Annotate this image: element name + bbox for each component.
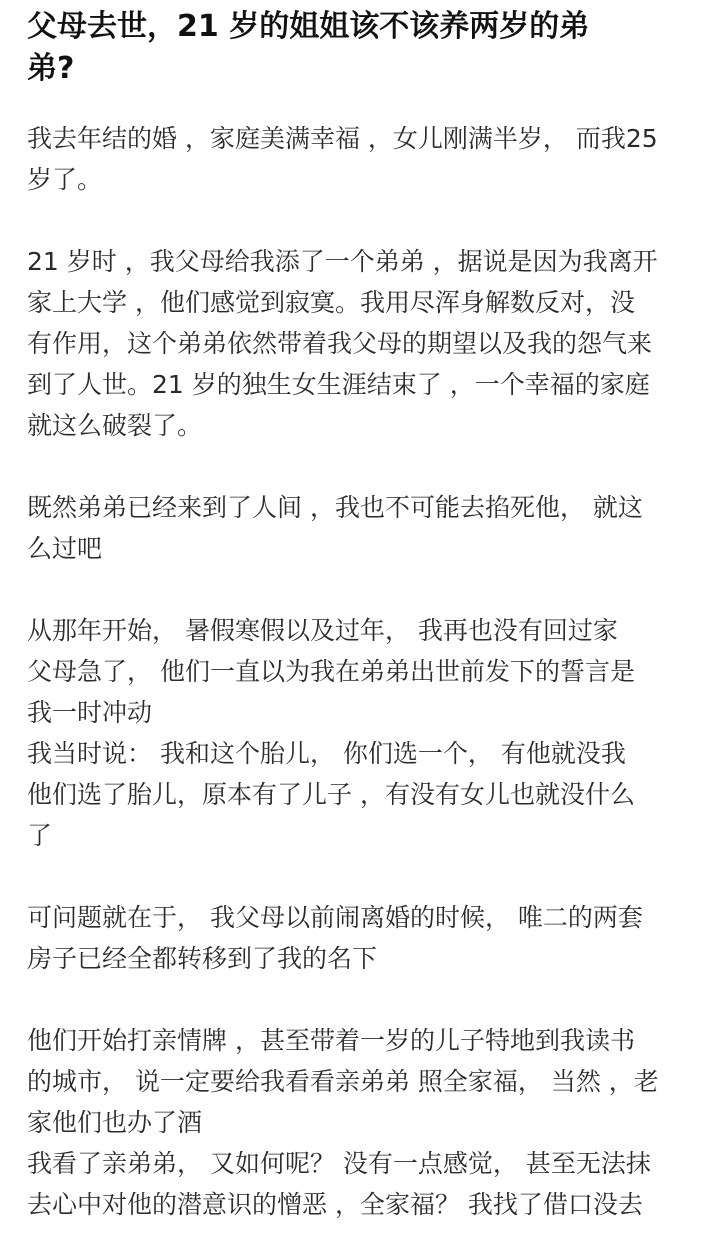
text-line: 21 岁时 ，我父母给我添了一个弟弟 ，据说是因为我离开 (27, 247, 658, 276)
title-line: 弟? (27, 51, 75, 86)
paragraph-2 (27, 241, 703, 446)
paragraph-1 (27, 118, 703, 200)
text-line: 我去年结的婚 ，家庭美满幸福 ，女儿刚满半岁， 而我25 (27, 124, 658, 153)
text-line: 我当时说： 我和这个胎儿， 你们选一个， 有他就没我 (27, 739, 626, 768)
text-line: 可问题就在于， 我父母以前闹离婚的时候， 唯二的两套 (27, 903, 643, 932)
text-line: 我一时冲动 (27, 698, 153, 727)
paragraph-3 (27, 487, 703, 569)
paragraph-4 (27, 610, 703, 856)
title-line: 父母去世，21 岁的姐姐该不该养两岁的弟 (27, 9, 590, 44)
text-line: 了 (27, 821, 53, 850)
text-line: 父母急了， 他们一直以为我在弟弟出世前发下的誓言是 (27, 657, 635, 686)
text-line: 的城市， 说一定要给我看看亲弟弟 照全家福， 当然 ，老 (27, 1067, 659, 1096)
text-line: 房子已经全都转移到了我的名下 (27, 944, 378, 973)
article-body (27, 118, 703, 1233)
text-line: 有作用，这个弟弟依然带着我父母的期望以及我的怨气来 (27, 329, 653, 358)
text-line: 家他们也办了酒 (27, 1108, 203, 1137)
text-line: 他们选了胎儿，原本有了儿子 ，有没有女儿也就没什么 (27, 780, 635, 809)
text-line: 既然弟弟已经来到了人间 ，我也不可能去掐死他， 就这 (27, 493, 643, 522)
text-line: 他们开始打亲情牌 ，甚至带着一岁的儿子特地到我读书 (27, 1026, 635, 1055)
article-title (27, 6, 699, 90)
paragraph-5 (27, 897, 703, 979)
text-line: 从那年开始， 暑假寒假以及过年， 我再也没有回过家 (27, 616, 618, 645)
text-line: 到了人世。21 岁的独生女生涯结束了 ，一个幸福的家庭 (27, 370, 650, 399)
text-line: 家上大学 ，他们感觉到寂寞。我用尽浑身解数反对，没 (27, 288, 635, 317)
text-line: 我看了亲弟弟， 又如何呢？ 没有一点感觉， 甚至无法抹 (27, 1149, 651, 1178)
text-line: 去心中对他的潜意识的憎恶 ，全家福？ 我找了借口没去 (27, 1190, 643, 1219)
text-line: 岁了。 (27, 165, 103, 194)
text-line: 么过吧 (27, 534, 103, 563)
paragraph-6 (27, 1020, 703, 1225)
text-line: 就这么破裂了。 (27, 411, 203, 440)
